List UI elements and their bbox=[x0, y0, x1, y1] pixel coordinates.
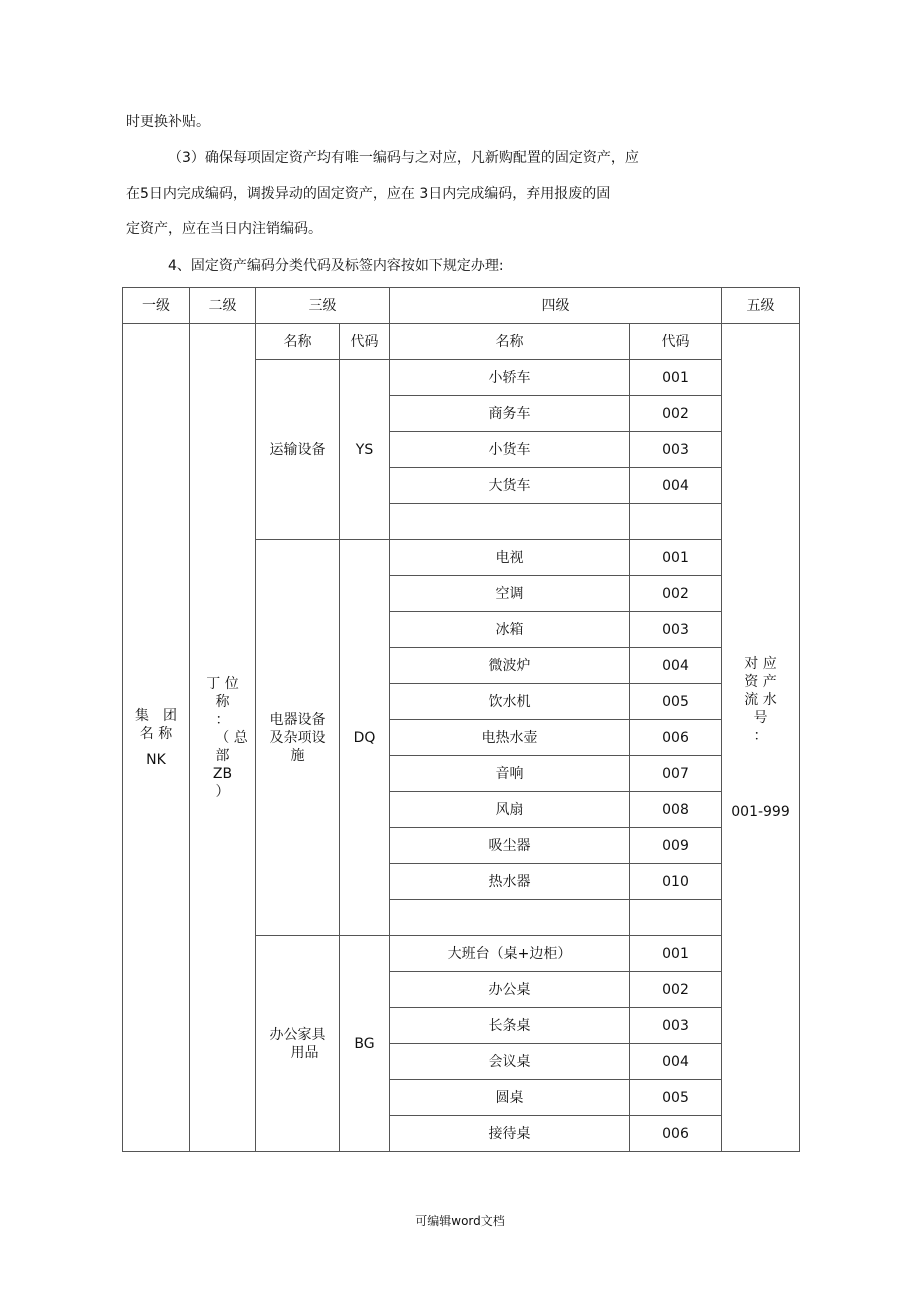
level5-text: ： bbox=[753, 727, 768, 744]
level2-text: 部 bbox=[215, 747, 230, 764]
category-name-cell bbox=[256, 360, 340, 540]
level1-text: 集 团 bbox=[135, 707, 177, 724]
item-name-cell: 长条桌 bbox=[390, 1008, 630, 1044]
item-name-cell bbox=[390, 900, 630, 936]
item-code-cell: 003 bbox=[630, 432, 722, 468]
item-name-cell: 大班台（桌+边柜） bbox=[390, 936, 630, 972]
header-level3: 三级 bbox=[256, 288, 390, 324]
subheader-level3-name: 名称 bbox=[256, 324, 340, 360]
level5-text: 号 bbox=[753, 709, 768, 726]
paragraph-line: 时更换补贴。 bbox=[126, 114, 210, 130]
paragraph-line: 在5日内完成编码，调拨异动的固定资产，应在 3日内完成编码，弃用报废的固 bbox=[126, 186, 611, 202]
item-code-cell: 004 bbox=[630, 648, 722, 684]
subheader-row bbox=[123, 324, 800, 360]
item-code-cell: 007 bbox=[630, 756, 722, 792]
item-name-cell: 小货车 bbox=[390, 432, 630, 468]
header-level2: 二级 bbox=[190, 288, 256, 324]
category-name-line: 电器设备 bbox=[269, 711, 326, 728]
item-name-cell: 空调 bbox=[390, 576, 630, 612]
item-name-cell: 接待桌 bbox=[390, 1116, 630, 1152]
category-name-line: 办公家具 bbox=[269, 1026, 326, 1043]
subheader-level3-code: 代码 bbox=[340, 324, 390, 360]
item-code-cell bbox=[630, 504, 722, 540]
item-name-cell: 小轿车 bbox=[390, 360, 630, 396]
level5-text: 对 应 bbox=[744, 655, 777, 672]
category-name-line: 用品 bbox=[290, 1044, 319, 1061]
header-level1: 一级 bbox=[123, 288, 190, 324]
item-code-cell: 002 bbox=[630, 396, 722, 432]
item-code-cell: 006 bbox=[630, 720, 722, 756]
item-code-cell bbox=[630, 900, 722, 936]
level1-cell bbox=[123, 324, 190, 1152]
item-code-cell: 004 bbox=[630, 1044, 722, 1080]
subheader-level4-code: 代码 bbox=[630, 324, 722, 360]
level2-text: 丁 位 bbox=[206, 675, 239, 692]
category-code-cell: YS bbox=[340, 360, 390, 540]
item-code-cell: 002 bbox=[630, 972, 722, 1008]
item-name-cell: 会议桌 bbox=[390, 1044, 630, 1080]
paragraph-line: 定资产，应在当日内注销编码。 bbox=[126, 221, 322, 237]
item-name-cell: 冰箱 bbox=[390, 612, 630, 648]
level2-text: 称 bbox=[215, 693, 230, 710]
item-code-cell: 008 bbox=[630, 792, 722, 828]
subheader-level4-name: 名称 bbox=[390, 324, 630, 360]
category-code-cell: BG bbox=[340, 936, 390, 1152]
level1-code: NK bbox=[146, 751, 166, 768]
item-name-cell: 圆桌 bbox=[390, 1080, 630, 1116]
asset-code-table bbox=[122, 287, 800, 1152]
level2-text: ： bbox=[215, 711, 230, 728]
level2-code: ZB bbox=[212, 765, 233, 782]
item-name-cell bbox=[390, 504, 630, 540]
level5-text: 流 水 bbox=[744, 691, 777, 708]
item-name-cell: 热水器 bbox=[390, 864, 630, 900]
item-name-cell: 电热水壶 bbox=[390, 720, 630, 756]
item-code-cell: 002 bbox=[630, 576, 722, 612]
level5-cell bbox=[722, 324, 800, 1152]
level5-range: 001-999 bbox=[731, 803, 790, 820]
item-name-cell: 微波炉 bbox=[390, 648, 630, 684]
category-name-line: 及杂项设 bbox=[269, 729, 326, 746]
category-name-cell bbox=[256, 936, 340, 1152]
level5-text: 资 产 bbox=[744, 673, 777, 690]
category-code-cell: DQ bbox=[340, 540, 390, 936]
item-code-cell: 010 bbox=[630, 864, 722, 900]
table-caption: 4、固定资产编码分类代码及标签内容按如下规定办理: bbox=[168, 258, 504, 274]
item-name-cell: 电视 bbox=[390, 540, 630, 576]
item-name-cell: 大货车 bbox=[390, 468, 630, 504]
header-row bbox=[123, 288, 800, 324]
page-footer: 可编辑word文档 bbox=[415, 1214, 505, 1228]
item-name-cell: 办公桌 bbox=[390, 972, 630, 1008]
item-code-cell: 005 bbox=[630, 1080, 722, 1116]
item-code-cell: 001 bbox=[630, 360, 722, 396]
item-code-cell: 003 bbox=[630, 1008, 722, 1044]
item-name-cell: 饮水机 bbox=[390, 684, 630, 720]
item-code-cell: 009 bbox=[630, 828, 722, 864]
item-name-cell: 商务车 bbox=[390, 396, 630, 432]
item-name-cell: 吸尘器 bbox=[390, 828, 630, 864]
item-code-cell: 001 bbox=[630, 936, 722, 972]
category-name-line: 运输设备 bbox=[269, 441, 326, 458]
level2-text: ） bbox=[215, 783, 230, 800]
paragraph-line: （3）确保每项固定资产均有唯一编码与之对应，凡新购配置的固定资产，应 bbox=[168, 150, 639, 166]
level2-text: （ 总 bbox=[215, 729, 248, 746]
level1-text: 名 称 bbox=[139, 725, 173, 742]
category-name-line: 施 bbox=[290, 747, 305, 764]
item-name-cell: 音响 bbox=[390, 756, 630, 792]
item-code-cell: 003 bbox=[630, 612, 722, 648]
header-level5: 五级 bbox=[722, 288, 800, 324]
item-code-cell: 005 bbox=[630, 684, 722, 720]
level2-cell bbox=[190, 324, 256, 1152]
item-code-cell: 001 bbox=[630, 540, 722, 576]
item-code-cell: 006 bbox=[630, 1116, 722, 1152]
header-level4: 四级 bbox=[390, 288, 722, 324]
item-code-cell: 004 bbox=[630, 468, 722, 504]
category-name-cell bbox=[256, 540, 340, 936]
item-name-cell: 风扇 bbox=[390, 792, 630, 828]
